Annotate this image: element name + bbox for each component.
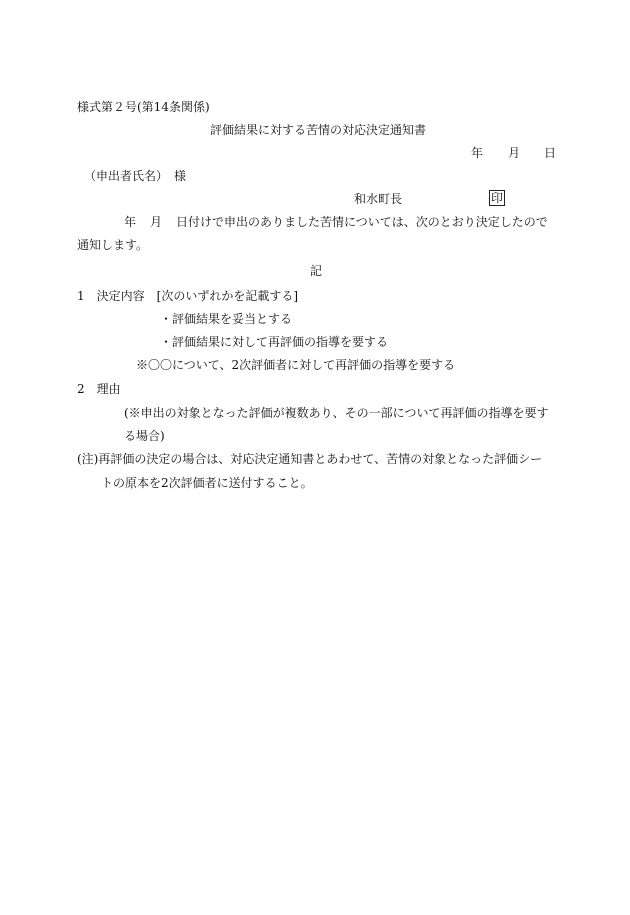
section1-note: ※〇〇について、2次評価者に対して再評価の指導を要する [136,358,456,372]
footnote-line2: トの原本を2次評価者に送付すること。 [101,476,313,490]
ki-label: 記 [310,264,323,278]
footnote-line1: (注)再評価の決定の場合は、対応決定通知書とあわせて、苦情の対象となった評価シー [77,452,543,466]
body-month-label: 月 [150,215,163,229]
date-day-label: 日 [544,146,557,160]
section1-option1: ・評価結果を妥当とする [160,312,293,326]
body-year-label: 年 [124,215,137,229]
issuer-name: 和水町長 [354,192,403,206]
recipient-name: （申出者氏名） 様 [84,169,187,183]
section1-heading: 1 決定内容 [次のいずれかを記載する] [77,289,298,303]
document-title: 評価結果に対する苦情の対応決定通知書 [210,123,427,137]
form-number: 様式第２号(第14条関係) [77,100,210,114]
section2-heading: 2 理由 [77,382,121,396]
body-paragraph-line1: 日付けで申出のありました苦情については、次のとおり決定したので [176,215,548,229]
reason-line2: る場合) [124,429,165,443]
body-paragraph-line2: 通知します。 [77,238,149,252]
date-year-label: 年 [471,146,484,160]
section1-option2: ・評価結果に対して再評価の指導を要する [160,335,389,349]
date-month-label: 月 [508,146,521,160]
reason-line1: (※申出の対象となった評価が複数あり、その一部について再評価の指導を要す [124,406,549,420]
seal-mark: 印 [491,191,504,205]
